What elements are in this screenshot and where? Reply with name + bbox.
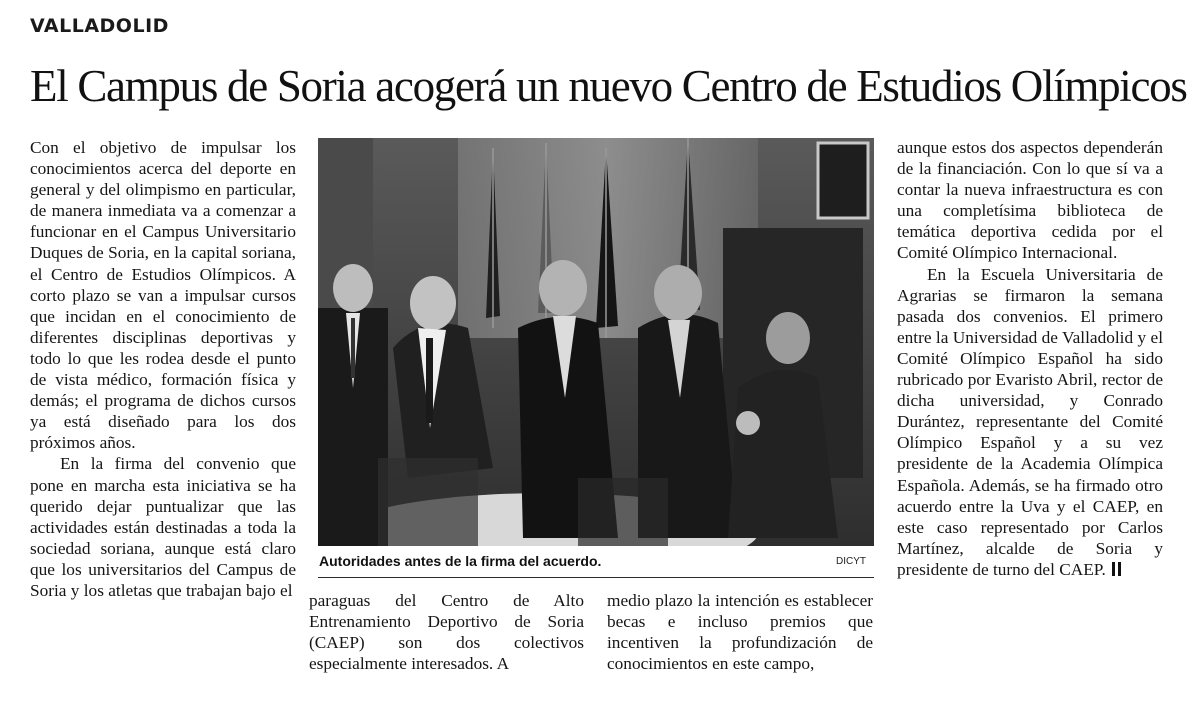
- body-column-4: [897, 137, 1163, 580]
- end-mark-icon: [1112, 562, 1121, 576]
- caption-rule: [318, 577, 874, 578]
- body-column-3: [607, 590, 873, 674]
- paragraph: Con el objetivo de impulsar los conocimientos acerca del deporte en general y del olimpismo en particular, de manera inmediata va a comenzar a funcionar en el Campus Universitario Duques de Soria, en la capital soriana, el Centro de Estudios Olímpicos. A corto plazo se van a impulsar cursos que incidan en el conocimiento de diferentes disciplinas deportivas y todo lo que les rodea desde el punto de vista médico, formación física y demás; el programa de dichos cursos ya está diseñado para los dos próximos años.: [30, 138, 296, 453]
- news-photo: [318, 138, 874, 546]
- photo-caption: Autoridades antes de la firma del acuerdo.: [319, 553, 602, 569]
- paragraph: [897, 264, 1163, 580]
- paragraph: medio plazo la intención es establecer becas e incluso premios que incentiven la profundización de conocimientos en este campo,: [607, 591, 873, 674]
- paragraph: aunque estos dos aspectos dependerán de la financiación. Con lo que sí va a contar la nueva infraestructura es con una completísima biblioteca de temática deportiva cedida por el Comité Olímpico Internacional.: [897, 138, 1163, 263]
- headline: El Campus de Soria acogerá un nuevo Centro de Estudios Olímpicos: [30, 61, 1187, 111]
- paragraph: En la firma del convenio que pone en marcha esta iniciativa se ha querido dejar puntualizar que las actividades están destinadas a toda la sociedad soriana, aunque está claro que los universitarios del Campus de Soria y los atletas que trabajan bajo el: [30, 454, 296, 600]
- body-column-2: [309, 590, 584, 674]
- news-photo-icon: [318, 138, 874, 546]
- paragraph-text: En la Escuela Universitaria de Agrarias se firmaron la semana pasada dos convenios. El primero entre la Universidad de Valladolid y el Comité Olímpico Español ha sido rubricado por Evaristo Abril, rector de dicha universidad, y Conrado Durántez, representante del Comité Olímpico Español y a su vez presidente de la Academia Olímpica Española. Además, se ha firmado otro acuerdo entre la Uva y el CAEP, en este caso representado por Carlos Martínez, alcalde de Soria y presidente de turno del CAEP.: [897, 264, 1163, 579]
- section-label: VALLADOLID: [30, 15, 169, 37]
- photo-credit: DICYT: [836, 556, 866, 567]
- paragraph: paraguas del Centro de Alto Entrenamiento Deportivo de Soria (CAEP) son dos colectivos especialmente interesados. A: [309, 591, 584, 674]
- body-column-1: [30, 137, 296, 601]
